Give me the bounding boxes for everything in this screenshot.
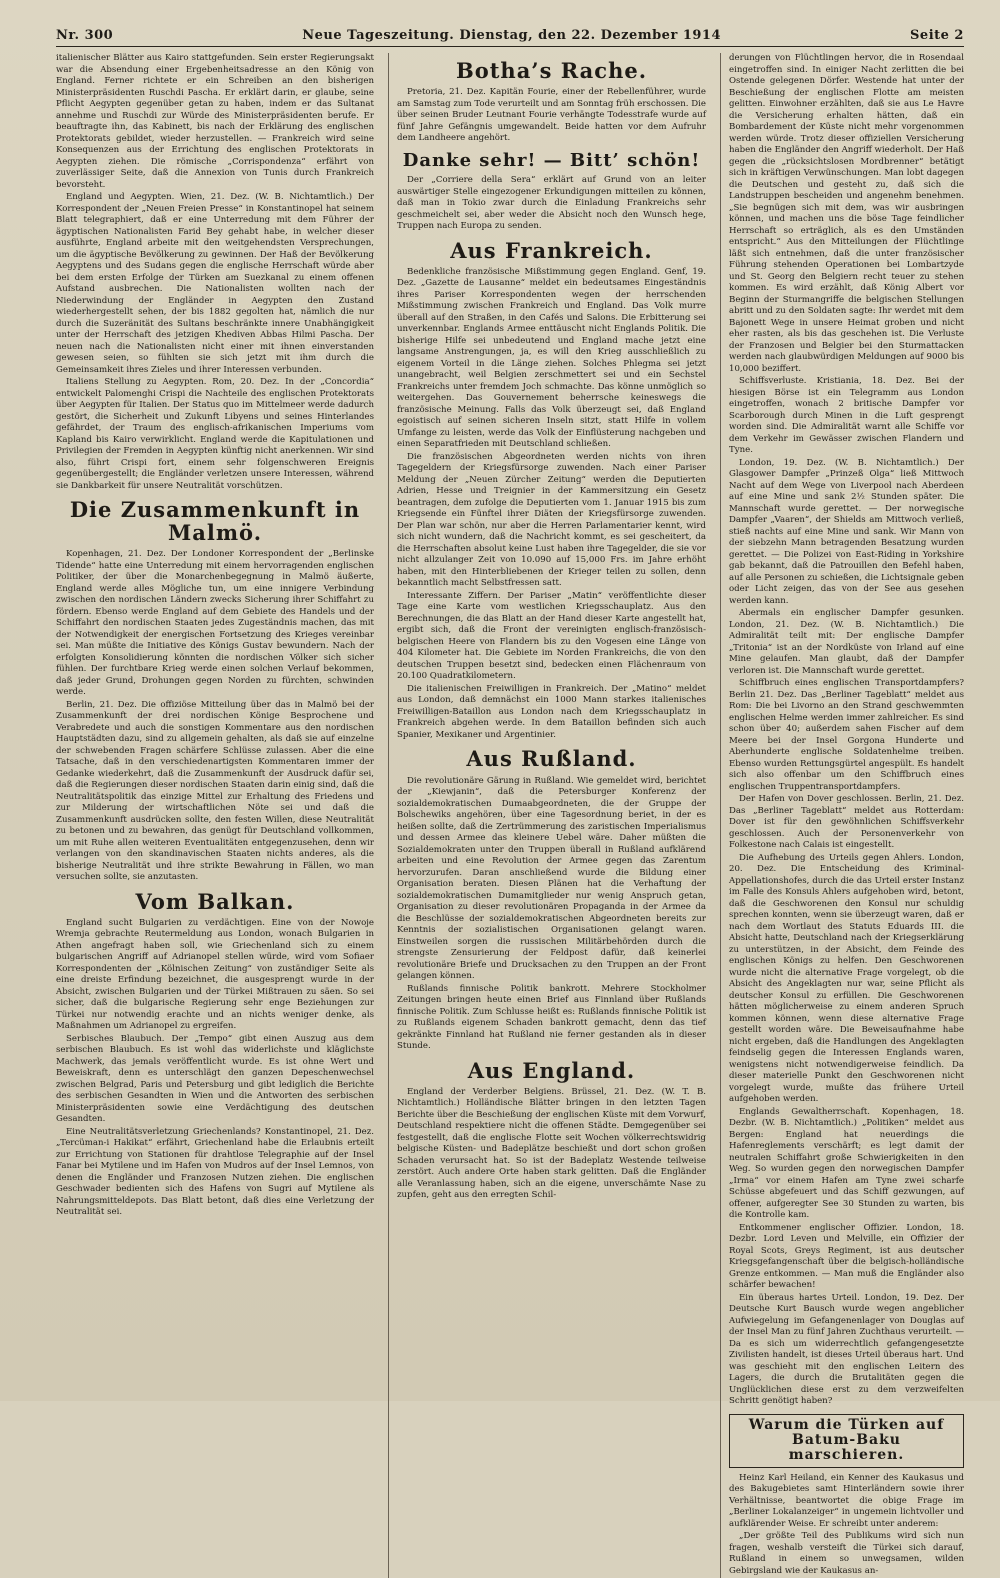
page-number: Seite 2 — [910, 28, 964, 43]
headline-frankreich: Aus Frankreich. — [450, 237, 653, 263]
issue-number: Nr. 300 — [56, 28, 114, 43]
headline-england: Aus England. — [467, 1057, 636, 1083]
article-paragraph: Berlin, 21. Dez. Die offiziöse Mitteilung über das in Malmö bei der Zusammenkunft der drei nordischen Könige Besprochene und Verabredete und auch die sonstigen Kommentare aus den nordischen Hauptstädten dazu, sind zu allgemein gehalten, als daß sie auf einzelne der schwebenden Fragen schärfere Schlüsse zulassen. Aber die eine Tatsache, daß in den verschiedenartigsten Kommentaren immer der Gedanke wiederkehrt, daß die Zusammenkunft der Ausdruck dafür sei, daß die Regierungen dieser nordischen Staaten darin einig sind, daß die Neutralitätspolitik das einzige Mittel zur Erhaltung des Friedens und zur Milderung der wirtschaftlichen Nöte sei und daß die Zusammenkunft ausdrücken sollte, den festen Willen, diese Neutralität zu betonen und zu bewahren, das genügt für Deutschland vollkommen, um mit Ruhe allen weiteren Eventualitäten entgegenzusehen, denn wir verlangen von den skandinavischen Staaten nichts anderes, als die bisherige Neutralität und ihre strikte Bewahrung in Fällen, wo man versuchen sollte, sie anzutasten. — [56, 699, 374, 883]
article-paragraph: Der „Corriere della Sera“ erklärt auf Grund von an leiter auswärtiger Stelle eingezogener Erkundigungen mitteilen zu können, daß man in Tokio zwar durch die Einladung Frankreichs sehr geschmeichelt sei, aber weder die Absicht noch den Wunsch hege, Truppen nach Europa zu senden. — [397, 175, 706, 232]
article-paragraph: italienischer Blätter aus Kairo stattgefunden. Sein erster Regierungsakt war die Absendung einer Ergebenheitsadresse an den König von England. Ferner richtete er ein Schreiben an den bisherigen Ministerpräsidenten Ruschdi Pascha. Er erklärt darin, er glaube, seine Pflicht Aegypten gegenüber getan zu haben, indem er das Sultanat annehme und Ruschdi zur Würde des Ministerpräsidenten berufe. Er beauftragte ihn, das Kabinett, bis nach der Erklärung des englischen Protektorats gebildet, wieder herzustellen. — Frankreich wird seine Konsequenzen aus der Errichtung des englischen Protektorats in Aegypten ziehen. Die römische „Corrispondenza“ erfährt von zuverlässiger Seite, daß die Annexion von Tunis durch Frankreich bevorsteht. — [56, 53, 374, 190]
article-paragraph: Ein überaus hartes Urteil. London, 19. Dez. Der Deutsche Kurt Bausch wurde wegen angeblicher Aufwiegelung im Gefangenenlager von Douglas auf der Insel Man zu fünf Jahren Zuchthaus verurteilt. — Da es sich um widerrechtlich gefangengesetzte Zivilisten handelt, ist dieses Urteil überaus hart. Und was geschieht mit den englischen Leitern des Lagers, die durch die Brutalitäten gegen die Unglücklichen diese erst zu dem verzweifelten Schritt genötigt haben? — [729, 1292, 964, 1406]
article-paragraph: Serbisches Blaubuch. Der „Tempo“ gibt einen Auszug aus dem serbischen Blaubuch. Es ist wohl das widerlichste und kläglichste Machwerk, das jemals veröffentlicht wurde. Es ist ohne Wert und Beweiskraft, denn es unterschlägt den ganzen Depeschenwechsel zwischen Belgrad, Paris und Petersburg und gibt lediglich die Berichte des serbischen Gesandten in Wien und die Antworten des serbischen Ministerpräsidenten sowie eine Verdächtigung des deutschen Gesandten. — [56, 1033, 374, 1125]
headline-danke: Danke sehr! — Bitt’ schön! — [402, 149, 701, 171]
headline-russland: Aus Rußland. — [466, 746, 637, 772]
masthead — [56, 28, 964, 47]
headline-balkan: Vom Balkan. — [135, 888, 295, 914]
article-paragraph: Abermals ein englischer Dampfer gesunken. London, 21. Dez. (W. B. Nichtamtlich.) Die Admiralität teilt mit: Der englische Dampfer „Tritonia“ ist an der Nordküste von Irland auf eine Mine gelaufen. Man glaubt, daß der Dampfer verloren ist. Die Mannschaft wurde gerettet. — [729, 608, 964, 676]
article-paragraph: Die revolutionäre Gärung in Rußland. Wie gemeldet wird, berichtet der „Kiewjanin“, daß die Petersburger Konferenz der sozialdemokratischen Dumaabgeordneten, die der Gruppe der Bolschewiks angehören, über eine Tagesordnung beriet, in der es heißen sollte, daß die Zertrümmerung des zaristischen Imperialismus und dessen Armee das kleinere Uebel wäre. Daher müßten die Sozialdemokraten unter den Truppen überall in Rußland aufklärend arbeiten und eine Revolution der Armee gegen das Zarentum hervorzurufen. Daran anschließend wurde die Bildung einer Organisation beraten. Diesen Plänen hat die Verhaftung der sozialdemokratischen Dumamitglieder nur wenig Anspruch getan, Organisation zu dieser revolutionären Propaganda in der Armee da die Beschlüsse der sozialdemokratischen Abgeordneten bereits zur Kenntnis der sozialistischen Organisationen gelangt waren. Einstweilen sorgen die russischen Militärbehörden durch die strengste Zensurierung der Feldpost dafür, daß keinerlei revolutionäre Briefe und Drucksachen zu den Truppen an der Front gelangen können. — [397, 775, 706, 982]
article-paragraph: Entkommener englischer Offizier. London, 18. Dezbr. Lord Leven und Melville, ein Offizier der Royal Scots, Greys Regiment, ist aus deutscher Kriegsgefangenschaft über die belgisch-holländische Grenze entkommen. — Man muß die Engländer also schärfer bewachen! — [729, 1222, 964, 1290]
column-1 — [56, 53, 374, 1578]
article-paragraph: London, 19. Dez. (W. B. Nichtamtlich.) Der Glasgower Dampfer „Prinzeß Olga“ ließ Mittwoch Nacht auf dem Wege von Liverpool nach Aberdeen auf eine Mine und sank 2½ Stunden später. Die Mannschaft wurde gerettet. — Der norwegische Dampfer „Vaaren“, der Shields am Mittwoch verließ, stieß nachts auf eine Mine und sank. Wir Mann von der siebzehn Mann betragenden Besatzung wurden gerettet. — Die Polizei von East-Riding in Yorkshire gab bekannt, daß die Patrouillen den Befehl haben, auf alle Personen zu schießen, die Lichtsignale geben oder Licht zeigen, das von der See aus gesehen werden kann. — [729, 457, 964, 606]
article-paragraph: England und Aegypten. Wien, 21. Dez. (W. B. Nichtamtlich.) Der Korrespondent der „Neuen Freien Presse“ in Konstantinopel hat seinem Blatt telegraphiert, daß er eine Unterredung mit dem Führer der ägyptischen Nationalisten Farid Bey gehabt habe, in welcher dieser ausführte, England arbeite mit den weitgehendsten Versprechungen, um die ägyptische Bevölkerung zu gewinnen. Der Haß der Bevölkerung Aegyptens und des Sudans gegen die englische Herrschaft würde aber bei dem ersten Erfolge der Türken am Suezkanal zu einem offenen Aufstand ausbrechen. Die Nationalisten wollten nach der Niederwindung der Engländer in Aegypten den Zustand wiederhergestellt sehen, der bis 1882 gegolten hat, nämlich die nur durch die Suzeränität des Sultans beschränkte innere Unabhängigkeit unter der Herrschaft des jetzigen Khediven Abbas Hilmi Pascha. Der neuen nach die Nationalisten nicht einer mit ihnen einverstanden gewesen seien, so fühlten sie sich jetzt mit ihm durch die Gemeinsamkeit ihres Zieles und ihrer Interessen verbunden. — [56, 192, 374, 375]
headline-botha: Botha’s Rache. — [455, 58, 648, 83]
article-paragraph: Interessante Ziffern. Der Pariser „Matin“ veröffentlichte dieser Tage eine Karte vom westlichen Kriegsschauplatz. Aus den Berechnungen, die das Blatt an der Hand dieser Karte angestellt hat, ergibt sich, daß die Front der vereinigten englisch-französisch-belgischen Heere von Flandern bis zu den Vogesen eine Länge von 404 Kilometer hat. Die Gebiete im Norden Frankreichs, die von den deutschen Truppen besetzt sind, bedecken einen Flächenraum von 20.100 Quadratkilometern. — [397, 590, 706, 682]
article-paragraph: Pretoria, 21. Dez. Kapitän Fourie, einer der Rebellenführer, wurde am Samstag zum Tode verurteilt und am Sonntag früh erschossen. Die über seinen Bruder Leutnant Fourie verhängte Todesstrafe wurde auf fünf Jahre Gefängnis umgewandelt. Beide hatten vor dem Aufruhr dem Landheere angehört. — [397, 87, 706, 144]
article-paragraph: Die italienischen Freiwilligen in Frankreich. Der „Matino“ meldet aus London, daß demnächst ein 1000 Mann starkes italienisches Freiwilligen-Bataillon aus London nach dem Kriegsschauplatz in Frankreich abgehen werde. In dem Bataillon befinden sich auch Spanier, Mexikaner und Argentinier. — [397, 683, 706, 740]
article-paragraph: Bedenkliche französische Mißstimmung gegen England. Genf, 19. Dez. „Gazette de Lausanne“ meldet ein bedeutsames Eingeständnis ihres Pariser Korrespondenten wegen der herrschenden Mißstimmung zwischen Frankreich und England. Das Volk murre überall auf den Straßen, in den Cafés und Salons. Die Erbitterung sei unverkennbar. Englands Armee enttäuscht nicht Englands Politik. Die bisherige Hilfe sei unbedeutend und England mache jetzt eine langsame Anstrengungen, ja, es will den Krieg ausschließlich zu eigenem Vorteil in die Länge ziehen. Solches Phlegma sei jetzt unangebracht, weil Belgien zerschmettert sei und ein Sechstel Frankreichs unter fremdem Joch schmachte. Das könne unmöglich so weitergehen. Das Gouvernement beherrsche keineswegs die französische Meinung. Falls das Volk überzeugt sei, daß England egoistisch auf seinen sicheren Inseln sitzt, statt Hilfe in vollem Umfange zu leisten, werde das Volk der Einflüsterung nachgeben und einen Separatfrieden mit Deutschland schließen. — [397, 266, 706, 450]
column-3 — [720, 53, 964, 1578]
headline-malmoe: Die Zusammenkunft in Malmö. — [69, 497, 361, 546]
article-paragraph: England sucht Bulgarien zu verdächtigen. Eine von der Nowoje Wremja gebrachte Reutermeldung aus London, wonach Bulgarien in Athen angefragt haben soll, wie Griechenland sich zu einem bulgarischen Angriff auf Adrianopel stellen würde, wird vom Sofiaer Korrespondenten der „Kölnischen Zeitung“ von zuständiger Seite als eine dreiste Erfindung bezeichnet, die ausgesprengt wurde in der Absicht, zwischen Bulgarien und der Türkei Mißtrauen zu säen. So sei sicher, daß die bulgarische Regierung sehr enge Beziehungen zur Türkei nur notwendig erachte und an nichts weniger denke, als Maßnahmen um Adrianopel zu ergreifen. — [56, 917, 374, 1032]
article-paragraph: Englands Gewaltherrschaft. Kopenhagen, 18. Dezbr. (W. B. Nichtamtlich.) „Politiken“ meldet aus Bergen: England hat neuerdings die Hafenreglements verschärft; es legt damit der neutralen Schiffahrt große Schwierigkeiten in den Weg. So wurden gegen den norwegischen Dampfer „Irma“ vor einem Hafen am Tyne zwei scharfe Schüsse abgefeuert und das Schiff gezwungen, auf offener, aufgeregter See 30 Stunden zu warten, bis die Kontrolle kam. — [729, 1106, 964, 1220]
article-paragraph: Kopenhagen, 21. Dez. Der Londoner Korrespondent der „Berlinske Tidende“ hatte eine Unterredung mit einem hervorragenden englischen Politiker, der über die Monarchenbegegnung in Malmö äußerte, England werde alles Mögliche tun, um eine innigere Verbindung zwischen den nordischen Ländern zwecks Sicherung ihrer Schiffahrt zu fördern. Ebenso werde England auf dem Gebiete des Handels und der Schiffahrt den nordischen Staaten jedes Zugeständnis machen, das mit der Notwendigkeit der energischen Fortsetzung des Krieges vereinbar sei. Man müßte die Initiative des Königs Gustav bewundern. Nach der erfolgten Konsolidierung könnten die nordischen Völker sich sicher fühlen. Der furchtbare Krieg werde einen solchen Verlauf bekommen, daß jeder Grund, Drohungen gegen Norden zu fürchten, schwinden werde. — [56, 549, 374, 698]
article-columns — [56, 53, 964, 1576]
column-2 — [388, 53, 706, 1578]
article-paragraph: Eine Neutralitätsverletzung Griechenlands? Konstantinopel, 21. Dez. „Tercüman-i Hakikat“ erfährt, Griechenland habe die Erlaubnis erteilt zur Errichtung von Stationen für drahtlose Telegraphie auf der Insel Fanar bei Mytilene und im Hafen von Mudros auf der Insel Lemnos, von denen die Engländer und Franzosen Nutzen ziehen. Die englischen Geschwader bedienten sich des Hafens von Sugri auf Mytilene als Nahrungsmitteldepots. Das Blatt betont, daß dies eine Verletzung der Neutralität sei. — [56, 1126, 374, 1218]
article-paragraph: Die Aufhebung des Urteils gegen Ahlers. London, 20. Dez. Die Entscheidung des Kriminal-Appellationshofes, durch die das Urteil erster Instanz im Falle des Konsuls Ahlers aufgehoben wird, betont, daß die Geschworenen den Konsul nur schuldig sprechen konnten, wenn sie überzeugt waren, daß er nach dem Wortlaut des Statuts Eduards III. die Absicht hatte, Deutschland nach der Kriegserklärung zu unterstützen, in der Absicht, dem Feinde des englischen Königs zu helfen. Den Geschworenen wurde nicht die alternative Frage vorgelegt, ob die Absicht des Angeklagten nur war, seine Pflicht als deutscher Konsul zu erfüllen. Die Geschworenen hätten möglicherweise zu einem anderen Spruch kommen können, wenn diese alternative Frage gestellt worden wäre. Die Beweisaufnahme habe nicht ergeben, daß die Handlungen des Angeklagten feindselig gegen die Interessen Englands waren, wenigstens nicht notwendigerweise feindlich. Da dieser materielle Punkt den Geschworenen nicht vorgelegt wurde, mußte das frühere Urteil aufgehoben werden. — [729, 852, 964, 1104]
article-paragraph: England der Verderber Belgiens. Brüssel, 21. Dez. (W. T. B. Nichtamtlich.) Holländische Blätter bringen in den letzten Tagen Berichte über die Beschießung der englischen Küste mit dem Vorwurf, Deutschland respektiere nicht die offenen Städte. Demgegenüber sei festgestellt, daß die englische Flotte seit Wochen völkerrechtswidrig belgische Küsten- und Badeplätze beschießt und dort schon großen Schaden verursacht hat. So ist der Badeplatz Westende teilweise zerstört. Auch andere Orte haben stark gelitten. Daß die Engländer alle Veranlassung haben, sich an die eigene, unverschämte Nase zu zupfen, geht aus den erregten Schil- — [397, 1086, 706, 1201]
article-paragraph: derungen von Flüchtlingen hervor, die in Rosendaal eingetroffen sind. In einiger Nacht zerlitten die bei Ostende gelegenen Dörfer. Westende hat unter der Beschießung der englischen Flotte am meisten gelitten. Einwohner erzählten, daß sie aus Le Havre die Versicherung erhalten hätten, daß ein Bombardement der Küste nicht mehr vorgenommen werden würde. Trotz dieser offiziellen Versicherung haben die Engländer den Angriff wiederholt. Der Haß gegen die „rücksichtslosen Mordbrenner“ betätigt sich in kräftigen Verwünschungen. Man lobt dagegen die Deutschen und gesteht zu, daß sich die Landstruppen bescheiden und angenehm benehmen. „Sie begnügen sich mit dem, was wir ausbringen können, und machen uns die böse Tage feindlicher Herrschaft so erträglich, als es den Umständen entspricht.“ Aus den Mitteilungen der Flüchtlinge läßt sich entnehmen, daß die unter französischer Führung stehenden Operationen bei Lombartzyde und St. Georg den Belgiern recht teuer zu stehen kommen. Es wird erzählt, daß König Albert vor Beginn der Sturmangriffe die belgischen Stellungen abritt und zu den Soldaten sagte: Ihr werdet mit dem Bajonett Wege in unsere Heimat groben und nicht eher rasten, als bis das geschehen ist. Die Verluste der Franzosen und Belgier bei den Sturmattacken werden nach glaubwürdigen Meldungen auf 9000 bis 10,000 beziffert. — [729, 53, 964, 374]
article-paragraph: Die französischen Abgeordneten werden nichts von ihren Tagegeldern der Kriegsfürsorge zuwenden. Nach einer Pariser Meldung der „Neuen Zürcher Zeitung“ werden die Deputierten Adrien, Hesse und Treignier in der Kammersitzung ein Gesetz beantragen, dem zufolge die Deputierten vom 1. Januar 1915 bis zum Kriegsende ein Fünftel ihrer Diäten der Kriegsfürsorge zuwenden. Der Plan war schön, nur aber die Herren Parlamentarier kennt, wird sich nicht wundern, daß die Nachricht kommt, es sei gescheitert, da die Herrschaften absolut keine Lust haben ihre Tagegelder, die sie vor nicht allzulanger Zeit von 10.090 auf 15,000 Frs. im Jahre erhöht haben, mit den Hinterbliebenen der Krieger teilen zu sollen, denn bekanntlich macht Selbstfressen satt. — [397, 451, 706, 589]
headline-tuerken: Warum die Türken auf Batum-Baku marschieren. — [729, 1414, 964, 1468]
article-paragraph: Heinz Karl Heiland, ein Kenner des Kaukasus und des Bakugebietes samt Hinterländern sowie ihrer Verhältnisse, beantwortet die obige Frage im „Berliner Lokalanzeiger“ in ungemein lichtvoller und aufklärender Weise. Er schreibt unter anderem: — [729, 1472, 964, 1529]
article-paragraph: Schiffsverluste. Kristiania, 18. Dez. Bei der hiesigen Börse ist ein Telegramm aus London eingetroffen, wonach 2 britische Dampfer vor Scarborough durch Minen in die Luft gesprengt worden sind. Die Admiralität warnt alle Schiffe vor dem Verkehr im Gewässer zwischen Flandern und Tyne. — [729, 376, 964, 455]
paper-title-date: Neue Tageszeitung. Dienstag, den 22. Dezember 1914 — [302, 28, 722, 43]
article-paragraph: Schiffbruch eines englischen Transportdampfers? Berlin 21. Dez. Das „Berliner Tageblatt“ meldet aus Rom: Die bei Livorno an den Strand geschwemmten englischen Helme werden immer zahlreicher. Es sind schon über 40; außerdem sahen Fischer auf dem Meere bei der Insel Gorgona Hunderte und Aberhunderte englische Soldatenhelme treiben. Ebenso wurden Rettungsgürtel angespült. Es handelt sich also offenbar um den Schiffbruch eines englischen Truppentransportdampfers. — [729, 678, 964, 792]
article-paragraph: Italiens Stellung zu Aegypten. Rom, 20. Dez. In der „Concordia“ entwickelt Palomenghi Crispi die Nachteile des englischen Protektorats über Aegypten für Italien. Der Status quo im Mittelmeer werde dadurch gestört, die Sicherheit und Zukunft Libyens und seines Hinterlandes gefährdet, der Traum des englisch-afrikanischen Imperiums vom Kapland bis Kairo verwirklicht. England werde die Kapitulationen und Privilegien der Fremden in Aegypten künftig nicht anerkennen. Wir sind also, führt Crispi fort, einem sehr folgenschweren Ereignis gegenübergestellt; die Engländer verletzen unsere Interessen, während sie Dankbarkeit für unsere Neutralität vorschützen. — [56, 377, 374, 491]
article-paragraph: „Der größte Teil des Publikums wird sich nun fragen, weshalb versteift die Türkei sich darauf, Rußland in einem so unwegsamen, wilden Gebirgsland wie der Kaukasus an- — [729, 1531, 964, 1576]
article-paragraph: Rußlands finnische Politik bankrott. Mehrere Stockholmer Zeitungen bringen heute einen Brief aus Finnland über Rußlands finnische Politik. Zum Schlusse heißt es: Rußlands finnische Politik ist zu Rußlands eigenem Schaden bankrott gemacht, denn das tief gekränkte Finnland hat Rußland nie ferner gestanden als in dieser Stunde. — [397, 983, 706, 1052]
article-paragraph: Der Hafen von Dover geschlossen. Berlin, 21. Dez. Das „Berliner Tageblatt“ meldet aus Rotterdam: Dover ist für den gewöhnlichen Schiffsverkehr geschlossen. Auch der Personenverkehr von Folkestone nach Calais ist eingestellt. — [729, 794, 964, 850]
